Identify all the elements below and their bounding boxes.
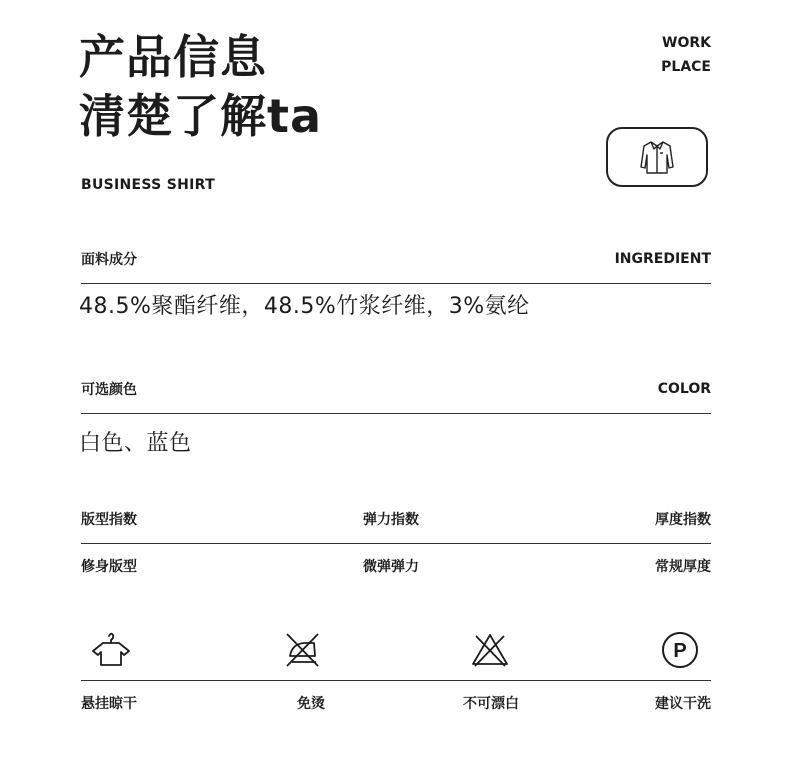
divider [81,283,711,284]
ingredient-label-en: INGREDIENT [614,251,711,267]
care-label-hang-dry: 悬挂晾干 [81,696,137,712]
thickness-index-label: 厚度指数 [655,512,711,528]
shirt-badge [606,127,708,187]
care-label-no-bleach: 不可漂白 [463,696,519,712]
work-place-label [661,31,711,79]
subtitle: BUSINESS SHIRT [81,177,215,193]
place-label: PLACE [661,59,711,75]
stretch-index-label: 弹力指数 [363,512,419,528]
fit-index-label: 版型指数 [81,512,137,528]
divider [81,413,711,414]
no-bleach-icon [470,630,510,670]
divider [81,680,711,681]
hang-dry-icon [91,630,131,670]
shirt-icon [637,137,677,177]
ingredient-value: 48.5%聚酯纤维，48.5%竹浆纤维，3%氨纶 [79,294,530,319]
care-label-no-iron: 免烫 [297,696,325,712]
fit-index-value: 修身版型 [81,559,137,575]
care-label-dry-clean: 建议干洗 [655,696,711,712]
title-line-2: 清楚了解ta [79,89,323,143]
thickness-index-value: 常规厚度 [655,559,711,575]
color-label-en: COLOR [657,381,711,397]
color-label-cn: 可选颜色 [81,382,137,398]
work-label: WORK [662,35,711,51]
title-line-1: 产品信息 [79,30,267,84]
dry-clean-symbol: P [673,640,687,662]
stretch-index-value: 微弹弹力 [363,559,419,575]
color-value: 白色、蓝色 [79,431,192,456]
ingredient-label-cn: 面料成分 [81,252,137,268]
dry-clean-p-icon [660,630,700,670]
no-iron-icon [282,630,322,670]
divider [81,543,711,544]
